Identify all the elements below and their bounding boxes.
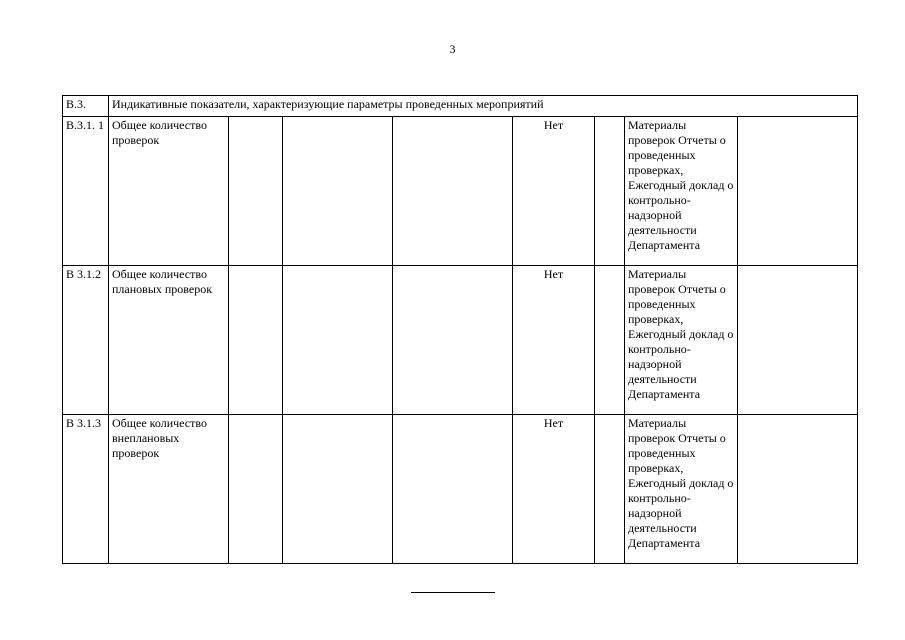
table-cell <box>229 266 283 415</box>
indicator-source: Материалы проверок Отчеты о проведенных проверках, Ежегодный доклад о контрольно-надзорной деятельности Департамента <box>625 117 738 266</box>
table-cell <box>229 117 283 266</box>
table-cell <box>393 266 513 415</box>
table-row <box>63 266 858 415</box>
table-cell <box>393 117 513 266</box>
indicator-code: В 3.1.2 <box>63 266 109 415</box>
page-number: 3 <box>449 42 456 56</box>
table-cell <box>738 117 858 266</box>
section-code: В.3. <box>63 96 109 117</box>
indicator-flag: Нет <box>513 266 595 415</box>
indicator-code: В.3.1. 1 <box>63 117 109 266</box>
table-cell <box>283 266 393 415</box>
footnote-separator <box>411 592 495 593</box>
table-cell <box>283 117 393 266</box>
indicator-name: Общее количество внеплановых проверок <box>109 415 229 564</box>
indicator-source: Материалы проверок Отчеты о проведенных проверках, Ежегодный доклад о контрольно-надзорной деятельности Департамента <box>625 266 738 415</box>
section-header-row <box>63 96 858 117</box>
table-cell <box>595 266 625 415</box>
table-cell <box>393 415 513 564</box>
indicator-name: Общее количество плановых проверок <box>109 266 229 415</box>
indicator-flag: Нет <box>513 117 595 266</box>
table-cell <box>595 415 625 564</box>
table-cell <box>283 415 393 564</box>
section-title: Индикативные показатели, характеризующие параметры проведенных мероприятий <box>109 96 858 117</box>
table-cell <box>738 266 858 415</box>
indicator-name: Общее количество проверок <box>109 117 229 266</box>
table-cell <box>229 415 283 564</box>
table-row <box>63 415 858 564</box>
table-cell <box>595 117 625 266</box>
table-cell <box>738 415 858 564</box>
indicator-source: Материалы проверок Отчеты о проведенных проверках, Ежегодный доклад о контрольно-надзорной деятельности Департамента <box>625 415 738 564</box>
indicators-table <box>62 95 858 564</box>
indicator-flag: Нет <box>513 415 595 564</box>
indicator-code: В 3.1.3 <box>63 415 109 564</box>
table-row <box>63 117 858 266</box>
